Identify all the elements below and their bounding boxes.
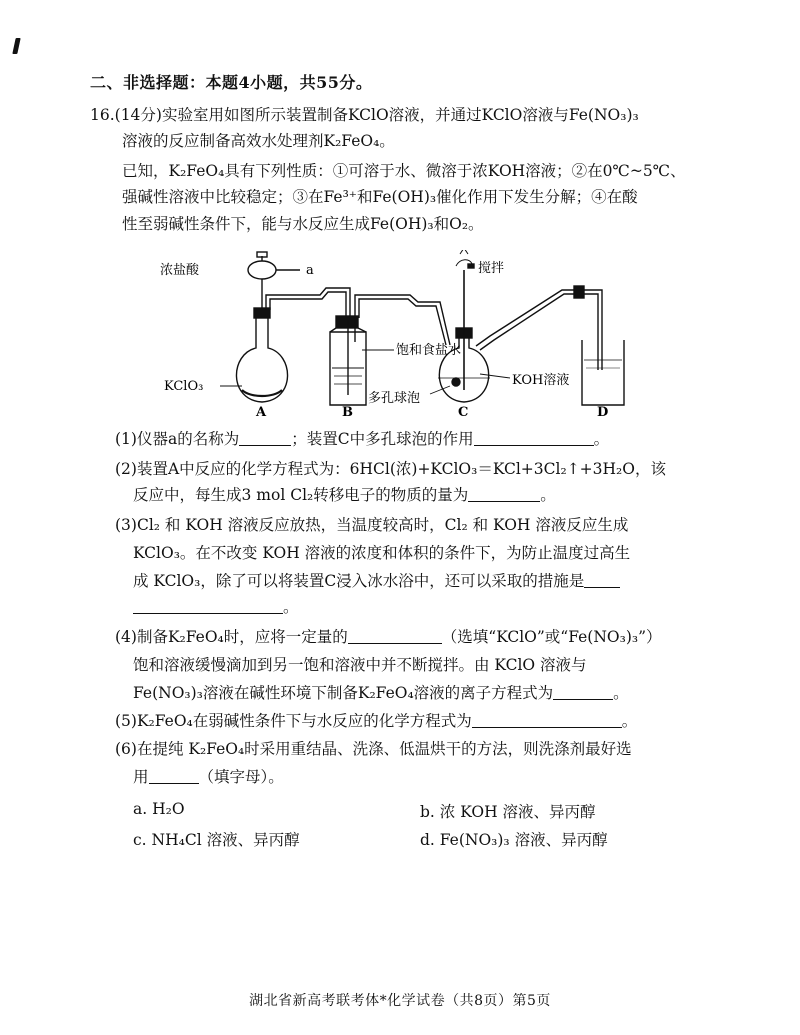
answer-blank-q1-a[interactable]	[239, 429, 291, 446]
subquestion-4-line-1	[115, 626, 662, 648]
q4-end: 。	[613, 684, 629, 702]
subquestion-6-line-1: (6)在提纯 K₂FeO₄时采用重结晶、洗涤、低温烘干的方法，则洗涤剂最好选	[115, 740, 632, 758]
label-A: A	[256, 405, 267, 420]
answer-blank-q3-b[interactable]	[133, 597, 283, 614]
question-intro-line-2: 溶液的反应制备高效水处理剂K₂FeO₄。	[122, 132, 395, 150]
answer-blank-q4-b[interactable]	[553, 683, 613, 700]
section-title: 二、非选择题：本题4小题，共55分。	[90, 73, 373, 92]
label-koh: KOH溶液	[512, 373, 570, 388]
q2-text: 反应中，每生成3 mol Cl₂转移电子的物质的量为	[133, 486, 469, 504]
q1-text-b: ；装置C中多孔球泡的作用	[291, 430, 474, 448]
beaker-d	[582, 340, 624, 405]
label-C: C	[458, 405, 469, 420]
subquestion-2-line-2	[133, 484, 556, 506]
known-line-3: 性至弱碱性条件下，能与水反应生成Fe(OH)₃和O₂。	[122, 215, 484, 233]
q3-text: 成 KClO₃，除了可以将装置C浸入冰水浴中，还可以采取的措施是	[133, 572, 585, 590]
subquestion-4-line-2: 饱和溶液缓慢滴加到另一饱和溶液中并不断搅拌。由 KClO 溶液与	[133, 656, 587, 674]
page-footer: 湖北省新高考联考体*化学试卷（共8页）第5页	[249, 993, 551, 1009]
dropping-funnel	[248, 261, 276, 279]
answer-blank-q6[interactable]	[149, 767, 199, 784]
label-brine: 饱和食盐水	[396, 343, 462, 358]
q3-end: 。	[283, 598, 299, 616]
q6-text-b: （填字母）。	[198, 768, 284, 786]
subquestion-3-line-1: (3)Cl₂ 和 KOH 溶液反应放热，当温度较高时，Cl₂ 和 KOH 溶液反应生成	[115, 516, 629, 534]
answer-blank-q1-b[interactable]	[474, 429, 594, 446]
subquestion-5	[115, 710, 637, 732]
q6-text-a: 用	[133, 768, 149, 786]
label-hcl: 浓盐酸	[160, 263, 200, 278]
apparatus-figure	[150, 250, 650, 420]
subquestion-1	[115, 428, 609, 450]
q1-text-a: (1)仪器a的名称为	[115, 430, 240, 448]
q4-text-a: (4)制备K₂FeO₄时，应将一定量的	[115, 628, 348, 646]
option-d: d. Fe(NO₃)₃ 溶液、异丙醇	[420, 831, 608, 849]
answer-blank-q3-a[interactable]	[584, 571, 620, 588]
answer-blank-q4-a[interactable]	[348, 627, 442, 644]
subquestion-3-line-4	[133, 596, 299, 618]
subquestion-4-line-3	[133, 682, 629, 704]
subquestion-6-line-2	[133, 766, 284, 788]
label-stir: 搅拌	[478, 261, 505, 276]
label-D: D	[597, 405, 609, 420]
flask-a	[236, 318, 287, 402]
label-kclo3: KClO₃	[164, 379, 204, 394]
answer-blank-q5[interactable]	[472, 711, 622, 728]
label-a: a	[306, 263, 314, 278]
answer-blank-q2[interactable]	[468, 485, 540, 502]
subquestion-2-line-1: (2)装置A中反应的化学方程式为：6HCl(浓)+KClO₃＝KCl+3Cl₂↑+3H₂O，该	[115, 460, 666, 478]
label-B: B	[342, 405, 353, 420]
label-bubbler: 多孔球泡	[368, 391, 421, 406]
option-b: b. 浓 KOH 溶液、异丙醇	[420, 803, 596, 821]
subquestion-3-line-2: KClO₃。在不改变 KOH 溶液的浓度和体积的条件下，为防止温度过高生	[133, 544, 631, 562]
q4-text-b: （选填“KClO”或“Fe(NO₃)₃”）	[441, 628, 662, 646]
subquestion-3-line-3	[133, 570, 620, 592]
q4-text-c: Fe(NO₃)₃溶液在碱性环境下制备K₂FeO₄溶液的离子方程式为	[133, 684, 554, 702]
question-intro-line-1: 16.(14分)实验室用如图所示装置制备KClO溶液，并通过KClO溶液与Fe(NO₃)₃	[90, 106, 639, 124]
known-line-2: 强碱性溶液中比较稳定；③在Fe³⁺和Fe(OH)₃催化作用下发生分解；④在酸	[122, 188, 638, 206]
q1-end: 。	[593, 430, 610, 448]
scan-mark	[12, 38, 20, 54]
q5-text: (5)K₂FeO₄在弱碱性条件下与水反应的化学方程式为	[115, 712, 472, 730]
option-a: a. H₂O	[133, 800, 185, 818]
porous-bubbler	[452, 378, 460, 386]
q2-end: 。	[540, 486, 556, 504]
known-line-1: 已知，K₂FeO₄具有下列性质：①可溶于水、微溶于浓KOH溶液；②在0℃~5℃、	[122, 162, 686, 180]
q5-end: 。	[621, 712, 638, 730]
option-c: c. NH₄Cl 溶液、异丙醇	[133, 831, 300, 849]
